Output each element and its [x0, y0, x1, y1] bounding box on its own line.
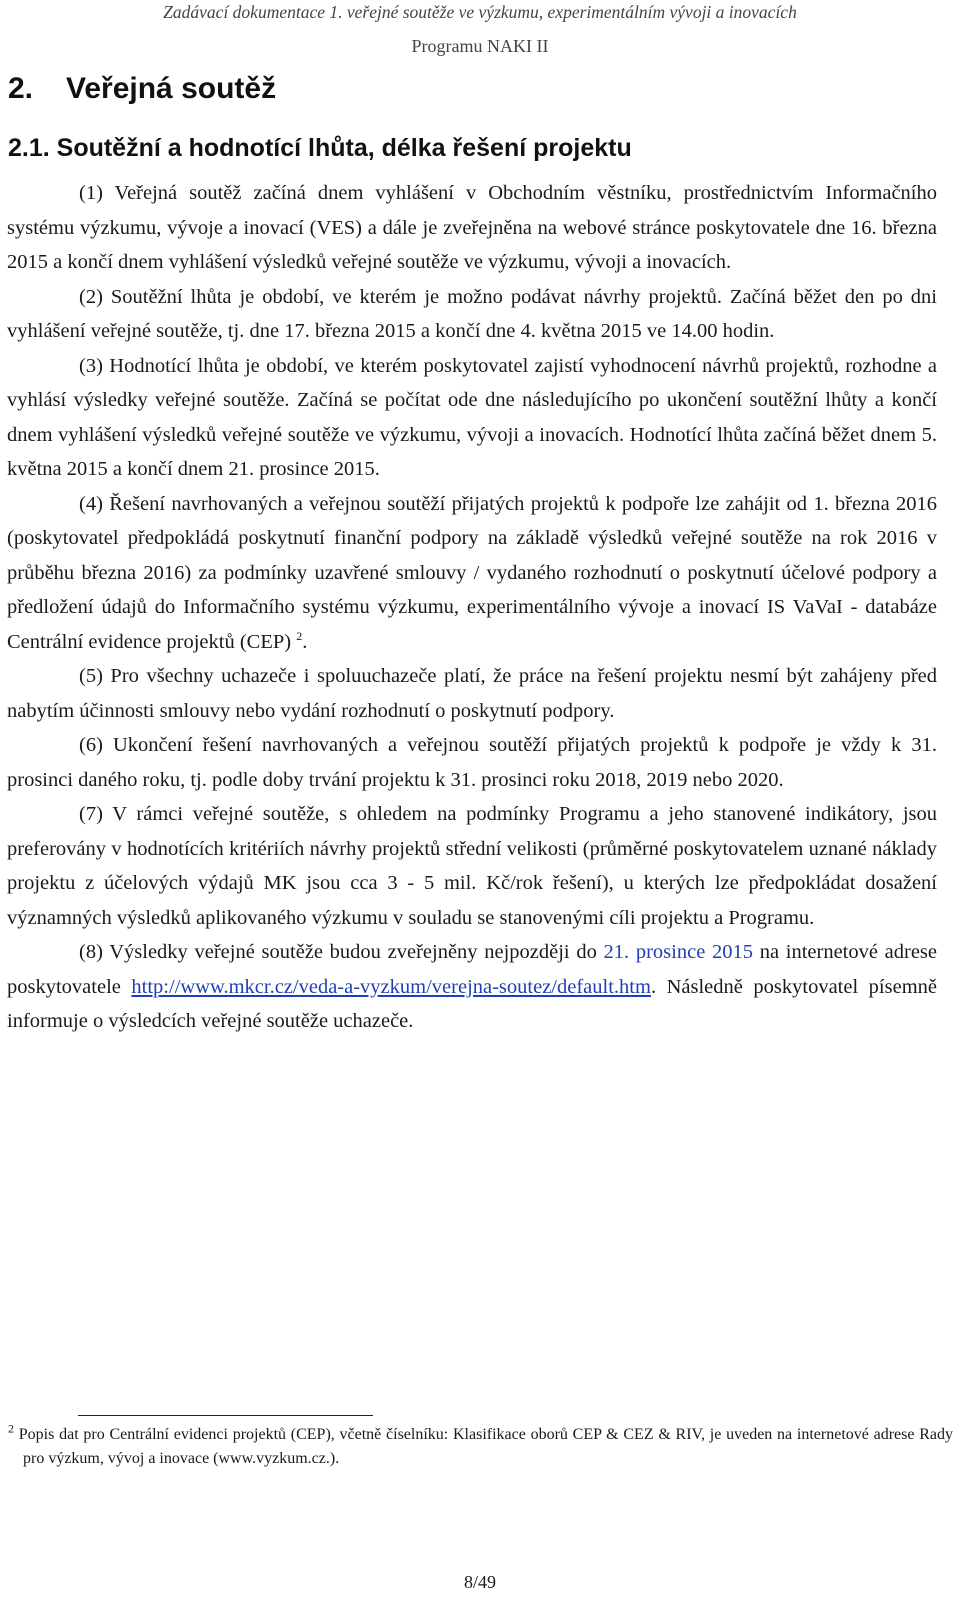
subsection-heading: 2.1. Soutěžní a hodnotící lhůta, délka řešení projektu — [8, 134, 632, 162]
footnote-text: Popis dat pro Centrální evidenci projektů (CEP), včetně číselníku: Klasifikace oborů CEP & CEZ & RIV, je uveden na internetové adrese Rady pro výzkum, vývoj a inovace (www.vyzkum.cz.). — [18, 1426, 954, 1467]
paragraph-8-text-c: . Následně poskytovatel písemně informuje o výsledcích veřejné soutěže uchazeče. — [7, 975, 937, 1032]
paragraph-8-text-a: (8) Výsledky veřejné soutěže budou zveřejněny nejpozději do — [79, 941, 597, 963]
paragraph-8 — [7, 935, 937, 1039]
paragraph-6: (6) Ukončení řešení navrhovaných a veřejnou soutěží přijatých projektů k podpoře je vždy k 31. prosinci daného roku, tj. podle doby trvání projektu k 31. prosinci roku 2018, 2019 nebo 2020. — [7, 734, 937, 791]
body-text — [7, 176, 937, 1039]
header-document-title: Zadávací dokumentace 1. veřejné soutěže ve výzkumu, experimentálním vývoji a inovacích — [163, 2, 797, 22]
page-number: 8/49 — [463, 1572, 496, 1592]
paragraph-4-text: (4) Řešení navrhovaných a veřejnou soutěží přijatých projektů k podpoře lze zahájit od 1. března 2016 (poskytovatel předpokládá poskytnutí finanční podpory na základě výsledků veřejné soutěže na rok 2016 v průběhu března 2016) za podmínky uzavřené smlouvy / vydaného rozhodnutí o poskytnutí účelové podpory a předložení údajů do Informačního systému výzkumu, experimentálního vývoje a inovací IS VaVaI - databáze Centrální evidence projektů (CEP) — [7, 492, 937, 653]
paragraph-1: (1) Veřejná soutěž začíná dnem vyhlášení v Obchodním věstníku, prostřednictvím Informačního systému výzkumu, vývoje a inovací (VES) a dále je zveřejněna na webové stránce poskytovatele dne 16. března 2015 a končí dnem vyhlášení výsledků veřejné soutěže ve výzkumu, vývoji a inovacích. — [7, 182, 937, 273]
footnote — [8, 1423, 953, 1471]
results-date: 21. prosince 2015 — [603, 941, 753, 963]
provider-web-link[interactable]: http://www.mkcr.cz/veda-a-vyzkum/verejna-soutez/default.htm — [131, 975, 651, 998]
header-program: Programu NAKI II — [411, 36, 549, 56]
footnote-reference[interactable]: 2 — [296, 628, 303, 643]
paragraph-8-text-b: na internetové adrese poskytovatele — [7, 941, 938, 998]
paragraph-5: (5) Pro všechny uchazeče i spoluuchazeče platí, že práce na řešení projektu nesmí být zahájeny před nabytím účinnosti smlouvy nebo vydání rozhodnutí o poskytnutí podpory. — [7, 665, 937, 722]
paragraph-7: (7) V rámci veřejné soutěže, s ohledem na podmínky Programu a jeho stanovené indikátory, jsou preferovány v hodnotících kritériích návrhy projektů střední velikosti (průměrné poskytovatelem uznané náklady projektu z účelových výdajů MK jsou cca 3 - 5 mil. Kč/rok řešení), u kterých lze předpokládat dosažení významných výsledků aplikovaného výzkumu v souladu se stanovenými cíli projektu a Programu. — [7, 803, 937, 929]
paragraph-4 — [7, 487, 937, 660]
footnote-marker: 2 — [8, 1421, 14, 1436]
footnote-separator — [78, 1415, 373, 1416]
paragraph-4-end: . — [302, 630, 308, 653]
section-title: Veřejná soutěž — [66, 72, 277, 105]
paragraph-2: (2) Soutěžní lhůta je období, ve kterém je možno podávat návrhy projektů. Začíná běžet den po dni vyhlášení veřejné soutěže, tj. dne 17. března 2015 a končí dne 4. května 2015 ve 14.00 hodin. — [7, 285, 937, 342]
section-heading — [8, 72, 276, 106]
section-number: 2. — [8, 72, 34, 105]
paragraph-3: (3) Hodnotící lhůta je období, ve kterém poskytovatel zajistí vyhodnocení návrhů projektů, rozhodne a vyhlásí výsledky veřejné soutěže. Začíná se počítat ode dne následujícího po ukončení soutěžní lhůty a končí dnem vyhlášení výsledků veřejné soutěže ve výzkumu, vývoji a inovacích. Hodnotící lhůta začíná běžet dnem 5. května 2015 a končí dnem 21. prosince 2015. — [7, 354, 937, 480]
